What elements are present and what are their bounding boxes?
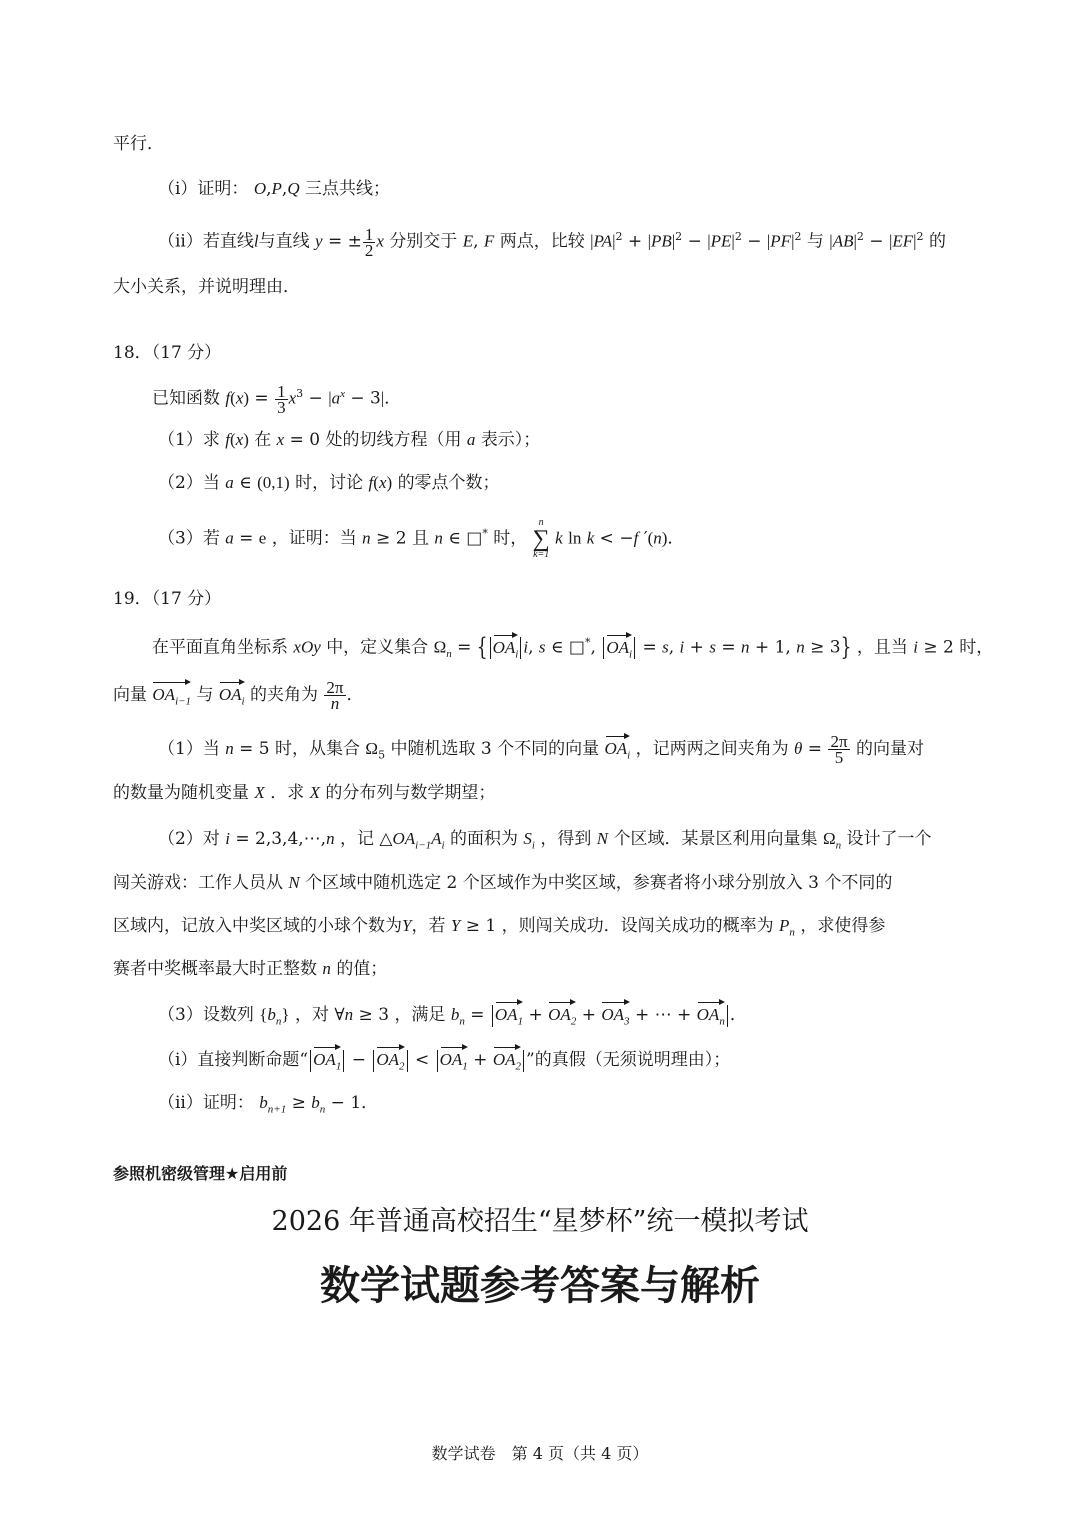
question-part: （1）求 f(x) 在 x = 0 处的切线方程（用 a 表示）； [158,430,541,450]
text: 中随机选取 3 个不同的向量 [390,739,600,759]
text: 的分布列与数学期望； [325,783,496,803]
text: 闯关游戏：工作人员从 [113,873,283,893]
part-label: （ii）证明： [158,1093,254,1113]
text-line [113,276,300,298]
text: ，记两两之间夹角为 [635,739,789,759]
text: 时，讨论 [295,473,364,493]
text: 个区域．某景区利用向量集 [613,829,818,849]
text: 平行． [113,134,164,154]
part-label: （1）当 [158,739,220,759]
text: ，得到 [540,829,592,849]
confidential-label [113,1163,287,1185]
part-label: （i）直接判断命题“ [158,1050,309,1070]
text: 三点共线； [305,179,391,199]
text: ． [361,1093,379,1113]
text: 数学试卷 第 4 页（共 4 页） [431,1444,649,1463]
text-line: 闯关游戏：工作人员从 N 个区域中随机选定 2 个区域作为中奖区域，参赛者将小球分别放入 3 个不同的 [113,873,893,893]
question-part: （2）当 a ∈ (0,1) 时，讨论 f(x) 的零点个数； [158,473,500,493]
part-label: （3）设数列 [158,1005,254,1025]
question-header-18 [113,342,221,364]
text: ，求使得参 [800,916,886,936]
text-line: 向量 $OA_{i-1}$ 与 $OA_i$ 的夹角为 $\frac{2\pi}{n}$ ． [113,678,364,713]
text: 分别交于 [389,231,458,252]
text: 19．（17 分） [113,589,222,609]
text: 数学试题参考答案与解析 [320,1263,760,1309]
text: 与直线 [258,231,310,252]
part-label: （2）当 [158,473,220,493]
text: 向量 [113,685,147,705]
text: 时， [959,637,994,658]
text: 的值； [336,959,388,979]
text: 与 [196,685,214,705]
exam-title [0,1204,1080,1240]
question-subpart: （i）直接判断命题“ $OA_1 - OA_2 < OA_1 + OA_2$ ”的真假（无须说明理由）； [158,1046,730,1077]
part-label: （2）对 [158,829,220,849]
text: 时，从集合 [275,739,361,759]
question-part: （1）当 n = 5 时，从集合 $\Omega_5$ 中随机选取 3 个不同的向量 $OA_i$ ，记两两之间夹角为 θ = $\frac{2\pi}{5}$ 的向量对 [158,732,924,767]
text-line: 的数量为随机变量 X ．求 X 的分布列与数学期望； [113,783,496,803]
question-subpart: （ii）证明： $b_{n+1} \ge b_n - 1$． [158,1093,379,1116]
text: ，若 [411,916,446,936]
text: ，满足 [394,1005,446,1025]
question-intro: 在平面直角坐标系 xOy 中，定义集合 $\Omega_n$ = { $OA_i$ i, s ∈ □*, $OA_i = s$, i + s = n + 1, n ≥ 3} ，且当 i ≥ 2 时， [152,632,993,665]
text: 个区域中随机选定 2 个区域作为中奖区域，参赛者将小球分别放入 3 个不同的 [305,873,893,893]
question-part: （2）对 i = 2,3,4,⋯,n ，记 $\triangle OA_{i-1}A_i$ 的面积为 $S_i$ ，得到 N 个区域．某景区利用向量集 $\Omega_n$ 设计了一个 [158,829,932,852]
text: ，且当 [856,637,908,658]
part-label: （ii）若直线 [158,231,254,252]
text-line [113,133,164,155]
text: 的面积为 [450,829,518,849]
text: 两点，比较 [499,231,585,252]
question-part: （i）证明： O,P,Q 三点共线； [158,179,391,199]
text: 的夹角为 [250,685,319,705]
text: 区域内，记放入中奖区域的小球个数为 [113,916,402,936]
text: 中，定义集合 [326,637,429,658]
text: 已知函数 [152,388,220,409]
text: 时， [493,528,528,549]
text: ，记 [340,829,374,849]
text: 在 [254,430,272,450]
text: 的 [928,231,946,252]
text: ，证明：当 [271,528,357,549]
text-line: 赛者中奖概率最大时正整数 n 的值； [113,959,388,979]
text: 大小关系，并说明理由． [113,277,300,297]
text: 与 [806,231,824,252]
text: ”的真假（无须说明理由）； [526,1050,731,1070]
question-intro: 已知函数 f(x) = $\frac{1}{3}$ $x^3 - |a^x - 3|$． [152,381,402,417]
question-part: （ii）若直线l与直线 y = ± $\frac{1}{2}$ x 分别交于 E, F 两点，比较 $|PA|^2 + |PB|^2 - |PE|^2 - |PF|^2$ 与 $|AB|^2 - |EF|^2$ 的 [158,224,946,260]
doc-title [0,1260,1080,1312]
text: 18．（17 分） [113,343,222,363]
text: 的零点个数； [397,473,500,493]
text: ．求 [270,783,305,803]
text: ，对 [294,1005,329,1025]
question-part: （3）若 a = e ，证明：当 n ≥ 2 且 n ∈ □* 时， n ∑ k=1 k ln k < −f ′(n)． [158,517,685,560]
page-footer [0,1443,1080,1465]
text: 且 [411,528,429,549]
text: 参照机密级管理★启用前 [113,1164,288,1183]
question-header-19 [113,588,221,610]
question-part: （3）设数列 $\{b_n\}$ ，对 ∀n ≥ 3 ，满足 $b_n = OA_1 + OA_2 + OA_3$ + ⋯ + $OA_n$ ． [158,1001,747,1032]
text-line: 区域内，记放入中奖区域的小球个数为Y，若 Y ≥ 1 ，则闯关成功．设闯关成功的概率为 $P_n$ ，求使得参 [113,916,886,939]
part-label: （3）若 [158,528,220,549]
text: 的向量对 [855,739,924,759]
text: 处的切线方程（用 [325,430,462,450]
text: 的数量为随机变量 [113,783,249,803]
text: 赛者中奖概率最大时正整数 [113,959,317,979]
text: 表示）； [480,430,541,450]
part-label: （i）证明： [158,179,249,199]
text: 2026 年普通高校招生“星梦杯”统一模拟考试 [271,1206,809,1237]
part-label: （1）求 [158,430,220,450]
text: 在平面直角坐标系 [152,637,288,658]
text: ，则闯关成功．设闯关成功的概率为 [501,916,774,936]
text: 设计了一个 [846,829,932,849]
